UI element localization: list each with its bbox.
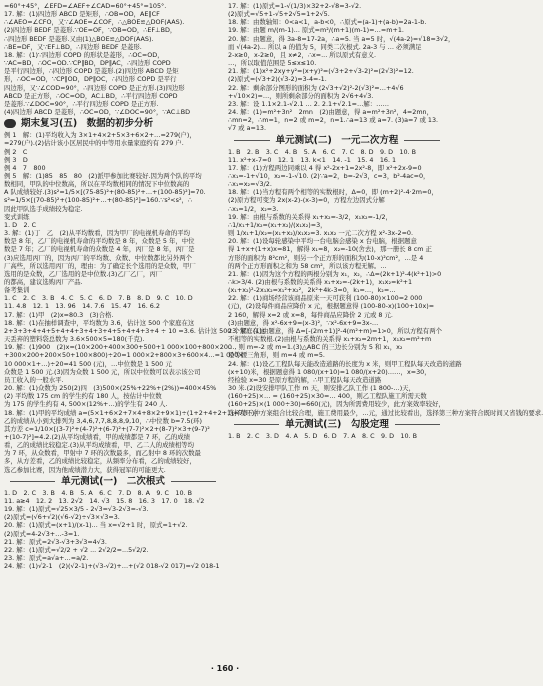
answer-line: 11. 4.8 12. 1 13. 96 14. 7.6 15. 47 16. 6.2 — [4, 302, 160, 311]
answer-line: 例 4 7 800 — [4, 163, 46, 172]
answer-line: 数是 7 年；乙厂的电视机寿命的众数是 4 年，丙厂是 8 年，丙厂是 — [4, 245, 195, 254]
answer-line: (2)原式=√5+1-√5+2√5=1+2√5. — [228, 10, 330, 19]
answer-line: 例 3 D — [4, 155, 28, 164]
answer-line: 看，乙的成绩比较稳定.(3)从平均成绩看，甲、乙二人的成绩相等均 — [4, 441, 195, 450]
answer-line: ∴k>3/4. (2)由根与系数的关系得 x₁+x₂=-(2k+1)，x₁x₂=k²+1 — [228, 278, 413, 286]
answer-line: 是等腰三角形，则 m=4 或 m=5. — [228, 351, 325, 360]
answer-line: 19. 解：由题 m/(m-1)... 原式=m²/(m+1)(m-1)=…=m+1. — [228, 26, 404, 35]
answer-line: 的都高，建议选购丙厂产品. — [4, 278, 83, 286]
right-column — [228, 2, 543, 440]
answer-line: 20. 解：由题意，得 3a-8=17-2a，∴a=5. 当 a=5 时，√(4a-2)=√18=3√2， — [228, 34, 455, 43]
answer-line: 17. 解：(1)甲 (2)x=80.3 (3)合格. — [4, 310, 114, 319]
left-block-1 — [4, 2, 222, 116]
answer-line: 18. 解：(1)甲的平均成绩 a=(5×1+6×2+7×4+8×2+9×1)÷(1+2+4+2+1)=7(环)， — [4, 408, 261, 417]
answer-line: ∴四边形 BEDF 是菱形.又由(1)△BOE≌△DOF(AAS). — [4, 34, 154, 43]
left-block-4 — [4, 489, 222, 571]
answer-line: 是菱形.∵∠DOC=90°，∴平行四边形 COPD 是正方形. — [4, 99, 159, 108]
answer-line: 21. 解：(1)因为这个方程的两根分别为 x₁，x₂，∴Δ=(2k+1)²-4(k²+1)>0 — [228, 269, 442, 278]
heading-rule-left — [10, 481, 55, 482]
answer-line: (160+25)×(1 000÷30)=660(元)，因为所需费用较少，此方案效率较好， — [228, 400, 445, 409]
answer-line: 数是 8 年，乙厂的电视机寿命的平均数是 8 年，众数是 5 年，中位 — [4, 237, 195, 246]
answer-line: 天丢弃的塑料袋总数为 3.6×500×5=180(千克). — [4, 335, 145, 344]
answer-line: 方形的面积为 8²cm²，则另一个正方形的面积为(10-x)²cm²，…是 4 — [228, 253, 424, 262]
answer-line: 因此甲队选手成绩较为稳定. — [4, 204, 83, 213]
answer-line: 21. 解：(1)x²+2xy+y²=(x+y)²=(√3+2+√3-2)²=(2√3)²=12. — [228, 67, 414, 76]
answer-line: 30 米.(2)设安排甲队工作 m 天，则安排乙队工作 (1 800-…)天， — [228, 384, 415, 393]
answer-line: ∴1/x₁+1/x₂=(x₁+x₂)/(x₁x₂)=3， — [228, 220, 327, 229]
answer-line: 员工收入的一般水平. — [4, 375, 64, 384]
answer-line: 的两个正方形面积之和为 58 cm²，所以该方程无解。… — [228, 261, 387, 270]
heading-rule-left — [234, 140, 270, 141]
answer-line: 19. 解：(1)900 (2)x=(10×200+400×300+500+1 000×100+800×200 — [4, 343, 232, 352]
answer-line: 数相同，甲队的中位数高，所以在平均数相同的情况下中位数高的 — [4, 180, 190, 189]
answer-line: 19. 解：由根与系数的关系得 x₁+x₂=-3/2，x₁x₂=-1/2， — [228, 212, 392, 221]
answer-line: 20. 解：(1)设每轮感染中平均一台电脑会感染 x 台电脑，根据题意 — [228, 237, 417, 246]
answer-line: 2-x≥0，x-2≥0，且 x≠2，∴x=... 所以原式有意义. — [228, 50, 377, 59]
answer-line: (2) 平均数 175 cm 的学生约有 180 人，按估计中位数 — [4, 392, 162, 401]
answer-line: ∴x₁=-1+√10，x₂=-1-√10. (2)∵a=2，b=-2√3，c=3，b²-4ac=0， — [228, 171, 430, 180]
answer-line: 3. 解：(1)丁 乙 (2)从平均数看，因为甲厂的电视机寿命的平均 — [4, 229, 190, 238]
answer-line: =279(户).(2)估计该小区居民中的中等用水量家庭约有 279 户. — [4, 139, 184, 148]
answer-line: 18. 解：(1)在抽样调查中，平均数为 3.6，估计这 500 个家庭在这 — [4, 318, 195, 327]
answer-line: 为 7 环，从众数看，甲射中 7 环的次数最多，而乙射中 8 环的次数最 — [4, 449, 201, 458]
answer-line: (2)原式=4-2√3+…-3=1. — [4, 529, 80, 538]
heading-rule-right — [395, 424, 440, 425]
answer-line: 23. 解：设 1.1×2.1-√2.1 ... 2. 2.1+√2.1=…解：…… — [228, 99, 389, 108]
answer-line: 19. 解：(1)原式=√25×3/5 - 2√3=√3-2√3=-√3. — [4, 505, 149, 514]
answer-line: 是平行四边形，∴四边形 COPD 是菱形.(2)四边形 ABCD 是矩 — [4, 67, 179, 76]
answer-line: (3)应选用丙厂的，因为丙厂的平均数、众数、中位数都比另外两个 — [4, 253, 192, 262]
answer-line: 例 5 解：(1)85 85 80 (2)派甲参加比赛较好.因为两个队的平均 — [4, 171, 202, 180]
answer-line: 18. 解：(1)∵四边形 COPD 的形状是菱形，∴OC=OD， — [4, 50, 164, 59]
answer-line: ∴mn=2，∴m=1，n=2 或 m=2，n=1.∴a=13 或 a=7. (3)a=7 或 13. — [228, 116, 439, 125]
answer-line: 20. 解：(1)原式=(x+1)/(x-1)... 当 x=√2+1 时，原式=1+√2. — [4, 521, 188, 530]
right-block-1 — [228, 2, 455, 133]
answer-line: 17. 解：(1)方程两边同乘以 4 得 x²-2x+1=2x²-8，即 x²+2x-9=0 — [228, 163, 422, 172]
answer-line: ∴∠AEO=∠CFO，又∵∠AOE=∠COF，∴△BOE≌△DOF(AAS). — [4, 18, 185, 27]
answer-line: 24. 解：(1)设乙工程队每天能改造道路的长度为 x 米，则甲工程队每天改造的道路 — [228, 359, 462, 368]
right-block-3 — [228, 432, 446, 440]
answer-line: 经检验 x=30 是原方程的解，∴甲工程队每天改造道路 — [228, 375, 382, 384]
answer-line: 选乙参加比赛，因为他成绩潜力大，获得冠军的可能更大. — [4, 465, 166, 474]
answer-line: …，所以取值范围是 5≤x≤10. — [228, 59, 317, 68]
answer-line: 形，∴OC=OD，∵CP∥OD，DP∥OC，∴四边形 COPD 是平行 — [4, 75, 177, 84]
answer-line: 17. 解：(1)四边形 ABCD 是矩形，∴OB=OD，AE∥CF — [4, 10, 160, 19]
answer-line: 22. 解：(1)商场经营该商品原来一天可获利 (100-80)×100=2 000 — [228, 294, 423, 303]
answer-line: (x₁+x₂)²-2x₁x₂=x₁²+x₂²，2k²+4k-3=0，k₁=…，k₂=… — [228, 286, 396, 295]
answer-line: =60°+45°，∠EFD=∠AEF+∠CAD=60°+45°=105°. — [4, 2, 167, 10]
answer-line: ∴x₁=x₂=√3/2. — [228, 180, 272, 189]
answer-line: 22. 解：(1)原式=√2/2 + √2 ... 2√2/2=...5√2/2. — [4, 545, 149, 554]
section-heading-unit-test-1 — [4, 475, 222, 488]
answer-line: ∵AC=BD，∴OC=OD.∵CP∥BD，DP∥AC，∴四边形 COPD — [4, 59, 171, 68]
answer-line: (3)由题意，得 x²-6x+9=(x-3)²，∵x²-6x+9=3x-… — [228, 318, 379, 327]
answer-line: 而 √(4a-2)... 所以 a 的值为 5，同类二次根式. 2a-3 与 … 必须满足 — [228, 42, 422, 51]
answer-line: 11. a≥4 12. 2 13. 2√2 14. √3 15. 8 16. 3 17. 0 18. √2 — [4, 496, 205, 505]
answer-line: 23. 解：(1)由题意，得 Δ=[-(2m+1)]²-4(m²+m)=1>0，所以方程有两个 — [228, 326, 442, 335]
answer-line: (4)四边形 ABCD 是菱形，∴OC=OD，∵∠DOC=90°，∵AC⊥BD — [4, 108, 191, 117]
answer-line: s²=1/5×[(70-85)²+(100-85)²+…+(80-85)²]=160.∵s²<s²，∴ — [4, 196, 192, 205]
answer-line: 23. 解：原式=a√a+…=a/2. — [4, 554, 89, 562]
answer-line: 四边形，又∵∠COD=90°，∴四边形 COPD 是正方形.(3)四边形 — [4, 83, 185, 92]
section-heading-review-5 — [4, 117, 222, 130]
answer-line: (2)四边形 BEDF 是菱形.∵OE=OF，∵OB=OD，∴EF⊥BD， — [4, 26, 177, 35]
answer-line: 1. D 2. C — [4, 220, 37, 229]
answer-line: (元)，(2)设每件商品应降价 x 元，根据题意得 (100-80-x)(100+10x)= — [228, 302, 435, 311]
heading-text: 单元测试(一) 二次根式 — [61, 475, 165, 487]
answer-line: 多，从方差看，乙的成绩比较稳定，从频率分布看，乙的成绩较好， — [4, 457, 196, 466]
section-heading-unit-test-3 — [228, 418, 446, 431]
answer-line: 2+3+3+4+4+5+4+4+3+4+3+4+5+4+4+3+4 ÷ 10 =3.6. 估计这 500 个家庭在这 — [4, 326, 266, 335]
answer-line: +√10×2)=…，则所剩余部分的面积为 2√6+4√3. — [228, 91, 374, 100]
answer-line: …, 则 m=-2 或 m=1.(3)△ABC 的三边长分别为 5 和 x₁，x₂ — [228, 343, 403, 352]
answer-line: 1. C 2. C 3. B 4. C 5. C 6. D 7. B 8. D 9. C 10. D — [4, 294, 193, 303]
answer-line: ∴x₁=1/2，x₂=3. — [228, 204, 279, 213]
answer-line: 乙的成绩从小到大排列为 3,4,6,7,7,8,8,8,9,10，∴中位数 b=7.5(环) — [4, 416, 202, 425]
answer-line: 得 1+x+(1+x)x=81，解得 x₁=8，x₂=-10(舍去)，那一册长 8 cm 正 — [228, 245, 432, 254]
heading-rule-right — [404, 140, 440, 141]
answer-line: 1. B 2. B 3. C 4. B 5. A 6. C 7. C 8. D 9. D 10. B — [228, 147, 417, 156]
answer-line: 众数是 1 500 元.(3)因为众数 1 500 元，所以中位数可以表示该公司 — [4, 367, 201, 376]
answer-line: 选择第三种方案组合比较合理，施工费用最少，…元，通过比较看出，选择第三种方案符合既时间又省钱的要求. — [228, 408, 543, 417]
answer-line: 18. 解：由数轴知：0<a<1，a-b<0，∴原式=(a-1)+(a-b)=2a-1-b. — [228, 18, 427, 27]
heading-rule-left — [234, 424, 279, 425]
answer-line: 例 2 C — [4, 147, 28, 156]
answer-line: 为 175 的学生约有 4, 500×(12%+…)的学生有 240 人. — [4, 400, 168, 409]
answer-line: (160+25)×… = (160+25)×30=… 400，则乙工程队施工所需天数 — [228, 392, 427, 401]
answer-line: 22. 解：剩余部分图形的面积为 (2√3+√2)²-2(√3)²=…+4√6 — [228, 83, 404, 92]
answer-line: A 队成绩较好.(3)s²=1/5×[(75-85)²+(80-85)²+…+(100-85)²]=70. — [4, 188, 206, 197]
answer-line: +(10-7)²]=4.2.(2)从平均成绩看，甲的成绩都是 7 环，乙的成绩 — [4, 432, 191, 441]
answer-line: 1. B 2. C 3. D 4. A 5. D 6. D 7. A 8. C 9. D 10. B — [228, 431, 417, 440]
answer-line: (2)原式=(√3+2)(√3-2)=3-4=-1. — [228, 75, 327, 84]
answer-line: +300×200+200×50+100×800)÷20=1 000×2+800×3+600×4…=1 000× — [4, 351, 244, 360]
answer-line: 24. 解：(1)=m²+3n² 2mn (2)由题意，得 a=m²+3n²，4=2mn， — [228, 108, 433, 117]
answer-line: 21. 解：原式=2√3-√3+3√3=4√3. — [4, 537, 107, 546]
heading-marker-icon — [4, 119, 16, 128]
answer-line: ∴BE=DF，又∵EF⊥BD，∴四边形 BEDF 是菱形. — [4, 42, 142, 51]
section-heading-unit-test-2 — [228, 134, 446, 147]
heading-text: 单元测试(二) 一元二次方程 — [275, 134, 399, 146]
answer-line: 24. 解：(1)√2-1 (2)(√2-1)+(√3-√2)+…+(√2 018-√2 017)=√2 018-1 — [4, 562, 220, 571]
page-number: · 160 · — [210, 664, 240, 673]
answer-line: (x+10)米，根据题意得 1 080/(x+10)=1 080/(x+20)……，x=30， — [228, 367, 431, 376]
right-block-2 — [228, 147, 543, 417]
answer-line: 备考集训 — [4, 286, 30, 295]
heading-text: 期末复习(五) 数据的初步分析 — [21, 118, 154, 130]
answer-line: 18. 解：(1)当方程有两个相等的实数根时，Δ=0，即 (m+2)²-4·2m=0， — [228, 188, 438, 197]
answer-line: 2 160，解得 x=2 或 x=8，每件商品应降价 2 元或 8 元. — [228, 310, 393, 319]
answer-line: √7 或 a=13. — [228, 124, 267, 133]
heading-rule-right — [171, 481, 216, 482]
answer-line: 其方差 c=1/10×[(3-7)²+(4-7)²+(6-7)²+(7-7)²×2+(8-7)²×3+(9-7)² — [4, 424, 210, 433]
answer-line: (2)原式=(√6+√2)(√6-√2)÷√3×√3=3. — [4, 513, 120, 522]
answer-line: 例 1 解：(1)平均收入为 3×1+4×2+5×3+6×2+…=279(户)， — [4, 131, 196, 140]
answer-line: 则 1/x₁+1/x₂=(x₁+x₂)/x₁x₂=3. x₁x₂ 一元二次方程 x²-3x-2=0. — [228, 229, 414, 238]
answer-line: 不相等的实数根.(2)由根与系数的关系得 x₁+x₂=2m+1，x₁x₂=m²+m — [228, 335, 432, 344]
answer-line: 17. 解：(1)原式=1-√(1/3)×32+2-√8=3-√2. — [228, 2, 362, 10]
left-block-3 — [4, 286, 266, 474]
answer-line: 1. D 2. C 3. B 4. B 5. A 6. C 7. D 8. A 9. C 10. B — [4, 488, 192, 497]
answer-line: 变式训练 — [4, 212, 30, 221]
answer-line: 10 000×1+…)÷20=41 500 (元)，…中位数是 1 500 元 — [4, 359, 172, 368]
answer-line: 选用的是众数，乙厂选用的是中位数.(3)乙厂乙厂，丙厂 — [4, 269, 163, 278]
answer-line: 11. x²+x-7=0 12. 1 13. k<1 14. -1 15. 4 16. 1 — [228, 155, 397, 164]
answer-line: ABCD 是正方形，∴OC=OD，AC⊥BD，∴平行四边形 COPD — [4, 91, 178, 100]
left-block-2 — [4, 131, 222, 286]
answer-line: (2)原方程可变为 2x(x-2)-(x-3)=0，方程左边因式分解 — [228, 196, 385, 205]
answer-line: 20. 解：(1)众数为 250(2)四 (3)500×(25%+22%+(2%))=400×45% — [4, 384, 217, 393]
answer-line: 厂高些，所以选用丙厂的，理由：为了确定长个选用的是众数，甲厂 — [4, 261, 196, 270]
heading-text: 单元测试(三) 勾股定理 — [285, 418, 389, 430]
